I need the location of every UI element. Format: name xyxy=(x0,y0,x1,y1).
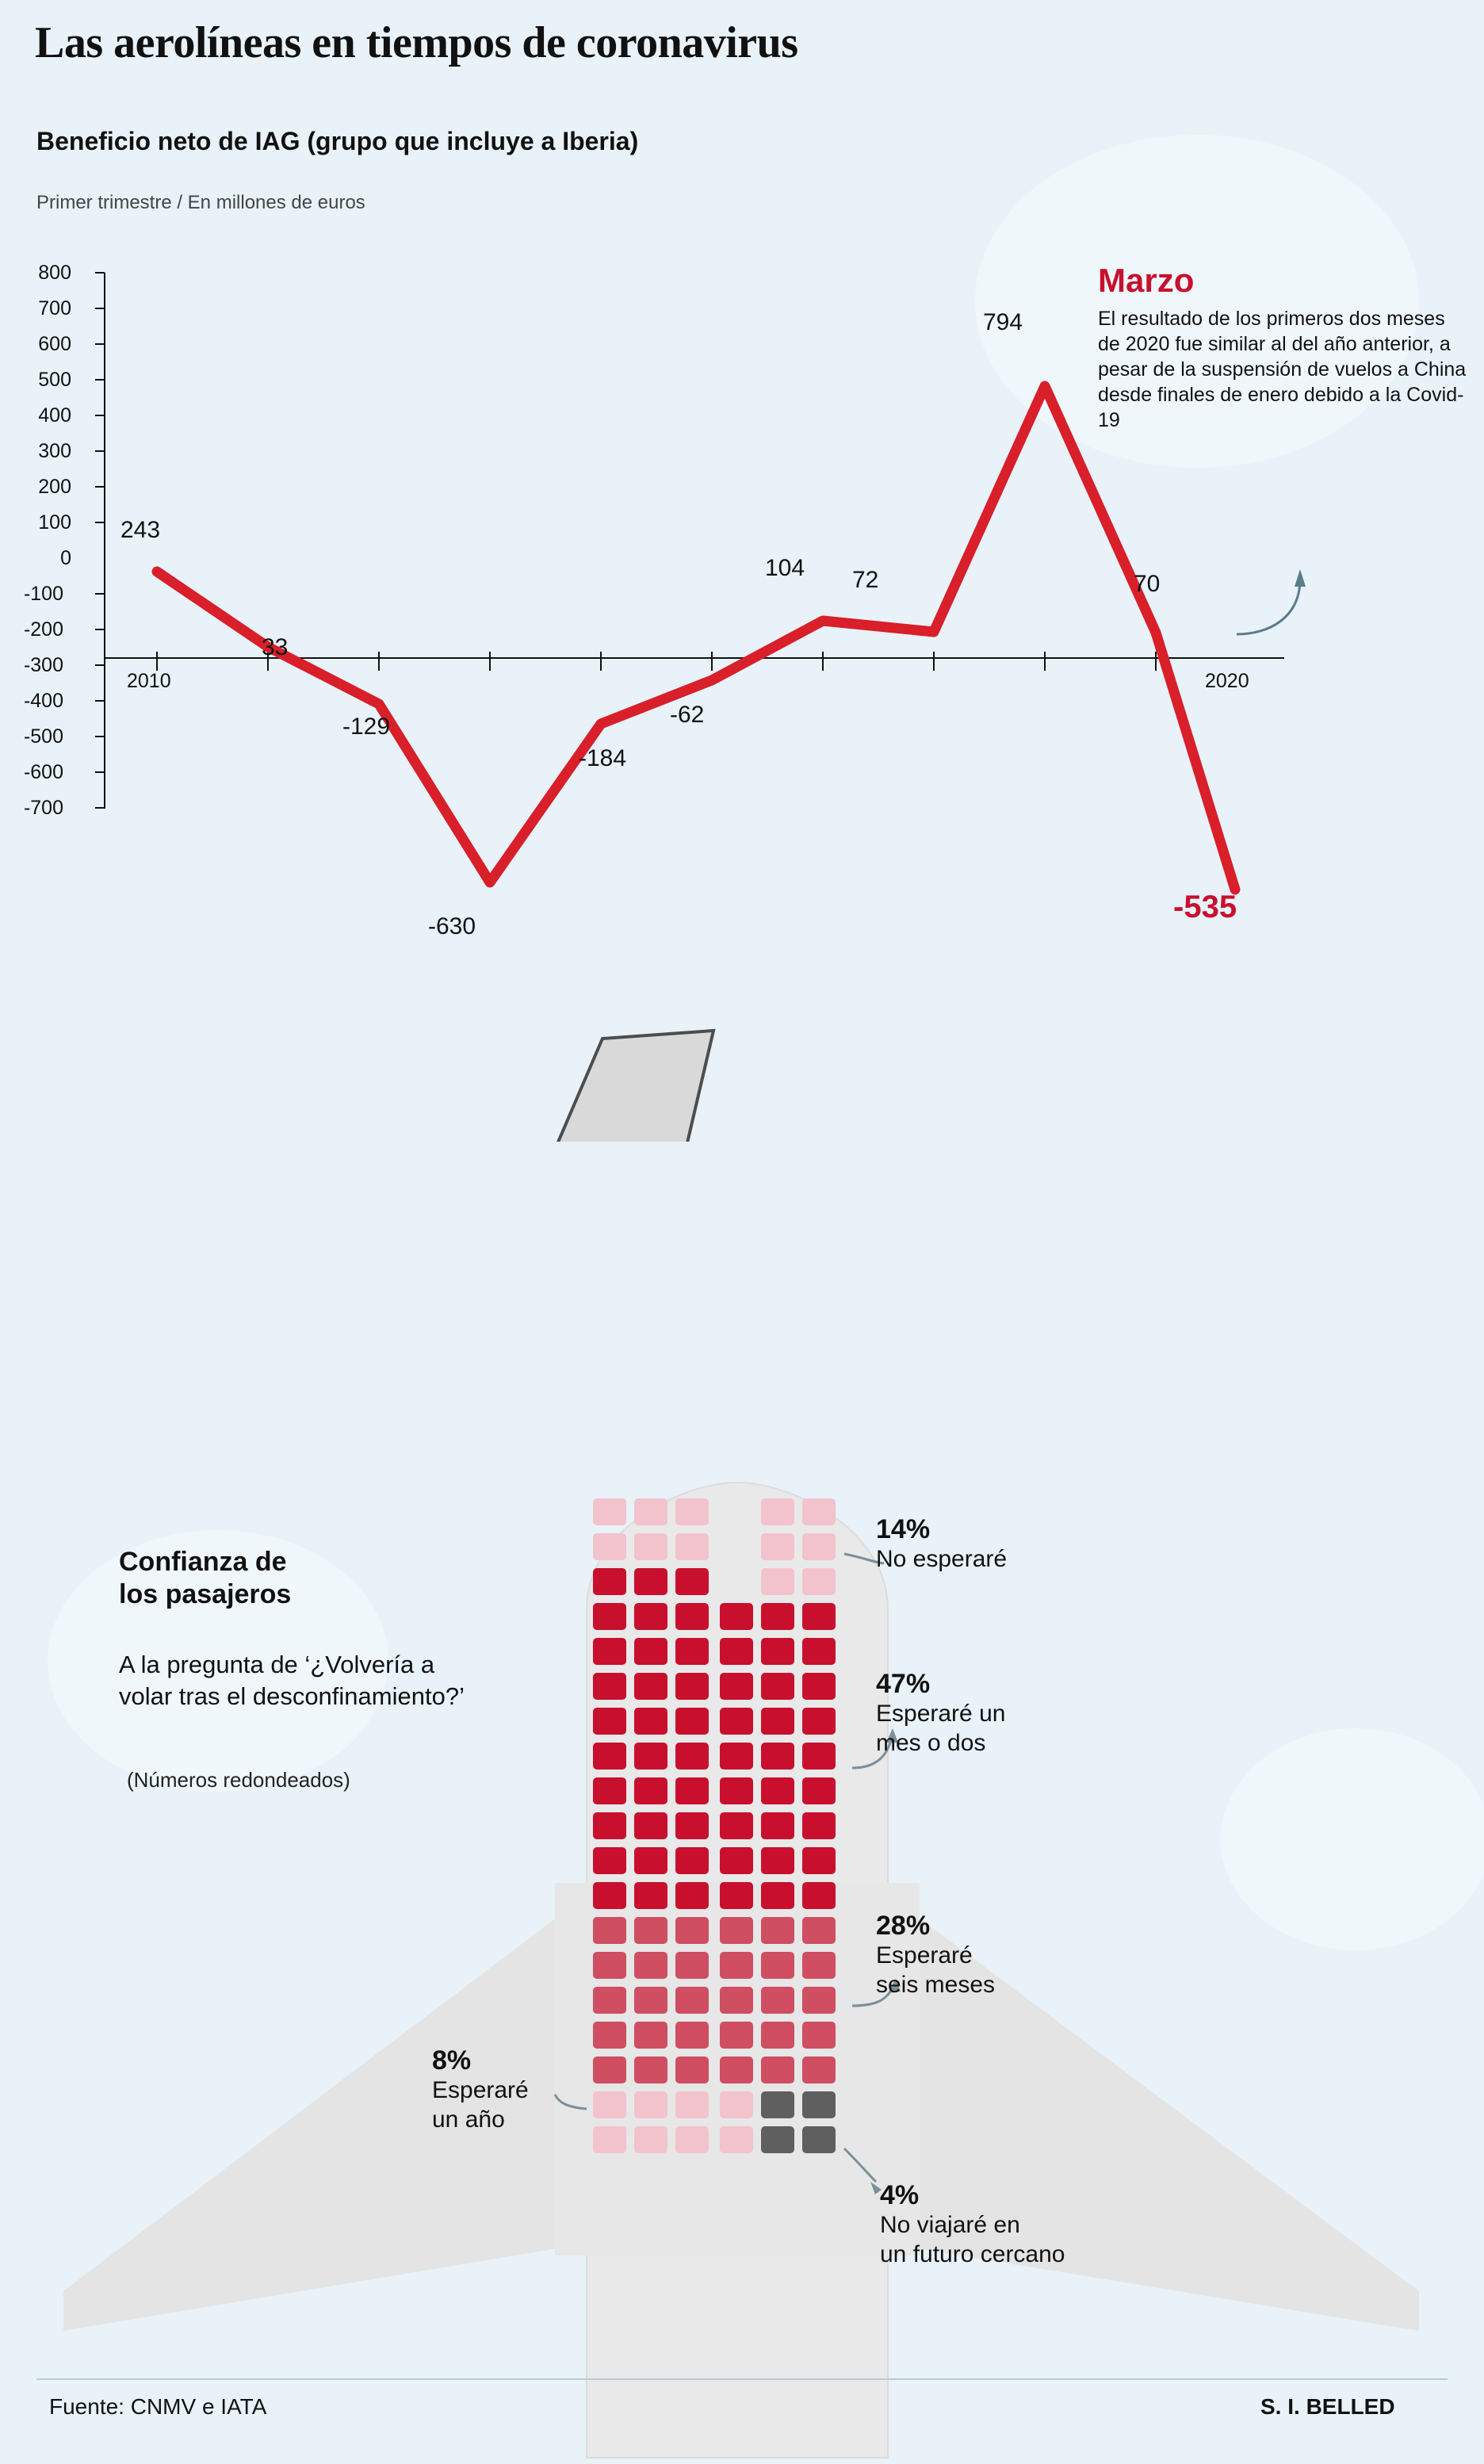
data-label: -184 xyxy=(579,745,627,771)
data-label: -129 xyxy=(342,714,391,740)
annotation-title: Marzo xyxy=(1098,262,1195,299)
y-tick-label: 700 xyxy=(38,297,71,319)
source-label: Fuente: CNMV e IATA xyxy=(49,2394,267,2419)
y-tick-label: 500 xyxy=(38,369,71,391)
airplane-illustration xyxy=(111,1031,1474,1142)
callout-label-line2: mes o dos xyxy=(876,1729,986,1756)
data-label: 72 xyxy=(852,567,879,593)
data-label: 33 xyxy=(262,634,289,660)
callout-seis-meses xyxy=(876,1911,995,1999)
chart-subtitle: Beneficio neto de IAG (grupo que incluye a Iberia) xyxy=(36,127,639,155)
y-tick-label: 200 xyxy=(38,476,71,498)
callout-label-line1: Esperaré xyxy=(876,1942,973,1969)
y-tick-label: 600 xyxy=(38,333,71,355)
callout-futuro-cercano xyxy=(880,2180,1065,2269)
confidence-note: (Números redondeados) xyxy=(127,1768,350,1792)
passenger-confidence-section xyxy=(0,1451,1484,2464)
line-chart xyxy=(0,238,1484,1142)
footer-divider xyxy=(36,2378,1448,2380)
y-tick-label: -700 xyxy=(23,797,63,819)
chart-units-label: Primer trimestre / En millones de euros xyxy=(36,192,365,213)
y-tick-label: 100 xyxy=(38,511,71,534)
data-label: -630 xyxy=(428,913,476,939)
data-label: 70 xyxy=(1134,571,1161,597)
y-tick-label: -100 xyxy=(23,583,63,605)
data-label: 243 xyxy=(120,517,161,543)
callout-label: No esperaré xyxy=(876,1546,1008,1572)
callout-un-mes-o-dos xyxy=(876,1669,1005,1758)
y-tick-label: 300 xyxy=(38,440,71,462)
callout-no-esperare xyxy=(876,1514,1007,1574)
y-tick-label: -200 xyxy=(23,618,63,641)
data-label-highlight: -535 xyxy=(1173,890,1237,924)
callout-label-line2: un futuro cercano xyxy=(880,2240,1065,2267)
x-tick-label: 2010 xyxy=(127,670,171,692)
confidence-title-line1: Confianza de xyxy=(119,1547,287,1577)
data-label: 794 xyxy=(983,309,1023,335)
y-tick-label: -500 xyxy=(23,725,63,748)
x-tick-label: 2020 xyxy=(1205,670,1249,692)
callout-pct: 4% xyxy=(880,2180,920,2210)
page-title: Las aerolíneas en tiempos de coronavirus xyxy=(35,18,798,67)
y-tick-label: -400 xyxy=(23,690,63,712)
callout-un-ano xyxy=(432,2045,575,2134)
y-tick-label: 0 xyxy=(60,547,71,569)
callout-label-line2: un año xyxy=(432,2106,505,2133)
credit-label: S. I. BELLED xyxy=(1260,2394,1395,2419)
callout-label-line2: seis meses xyxy=(876,1971,996,1998)
confidence-title-line2: los pasajeros xyxy=(119,1579,292,1610)
annotation-text: El resultado de los primeros dos meses de 2020 fue similar al del año anterior, a pesar de la suspensión de vuelos a China desde finales de enero debido a la Covid-19 xyxy=(1098,308,1467,431)
data-label: -62 xyxy=(670,702,705,728)
callout-label-line1: Esperaré xyxy=(432,2077,529,2103)
data-label: 104 xyxy=(765,555,805,581)
annotation-marzo xyxy=(1098,262,1471,433)
y-tick-label: 400 xyxy=(38,404,71,427)
callout-label-line1: No viajaré en xyxy=(880,2212,1020,2238)
callout-pct: 8% xyxy=(432,2045,472,2076)
y-tick-label: 800 xyxy=(38,262,71,284)
callout-pct: 47% xyxy=(876,1669,931,1699)
plane-seatmap xyxy=(0,1451,1484,2464)
callout-pct: 14% xyxy=(876,1514,931,1544)
callout-label-line1: Esperaré un xyxy=(876,1701,1006,1727)
callout-pct: 28% xyxy=(876,1911,931,1941)
y-tick-label: -600 xyxy=(23,761,63,783)
confidence-question: A la pregunta de ‘¿Volvería a volar tras el desconfinamiento?’ xyxy=(119,1651,465,1711)
y-tick-label: -300 xyxy=(23,654,63,676)
